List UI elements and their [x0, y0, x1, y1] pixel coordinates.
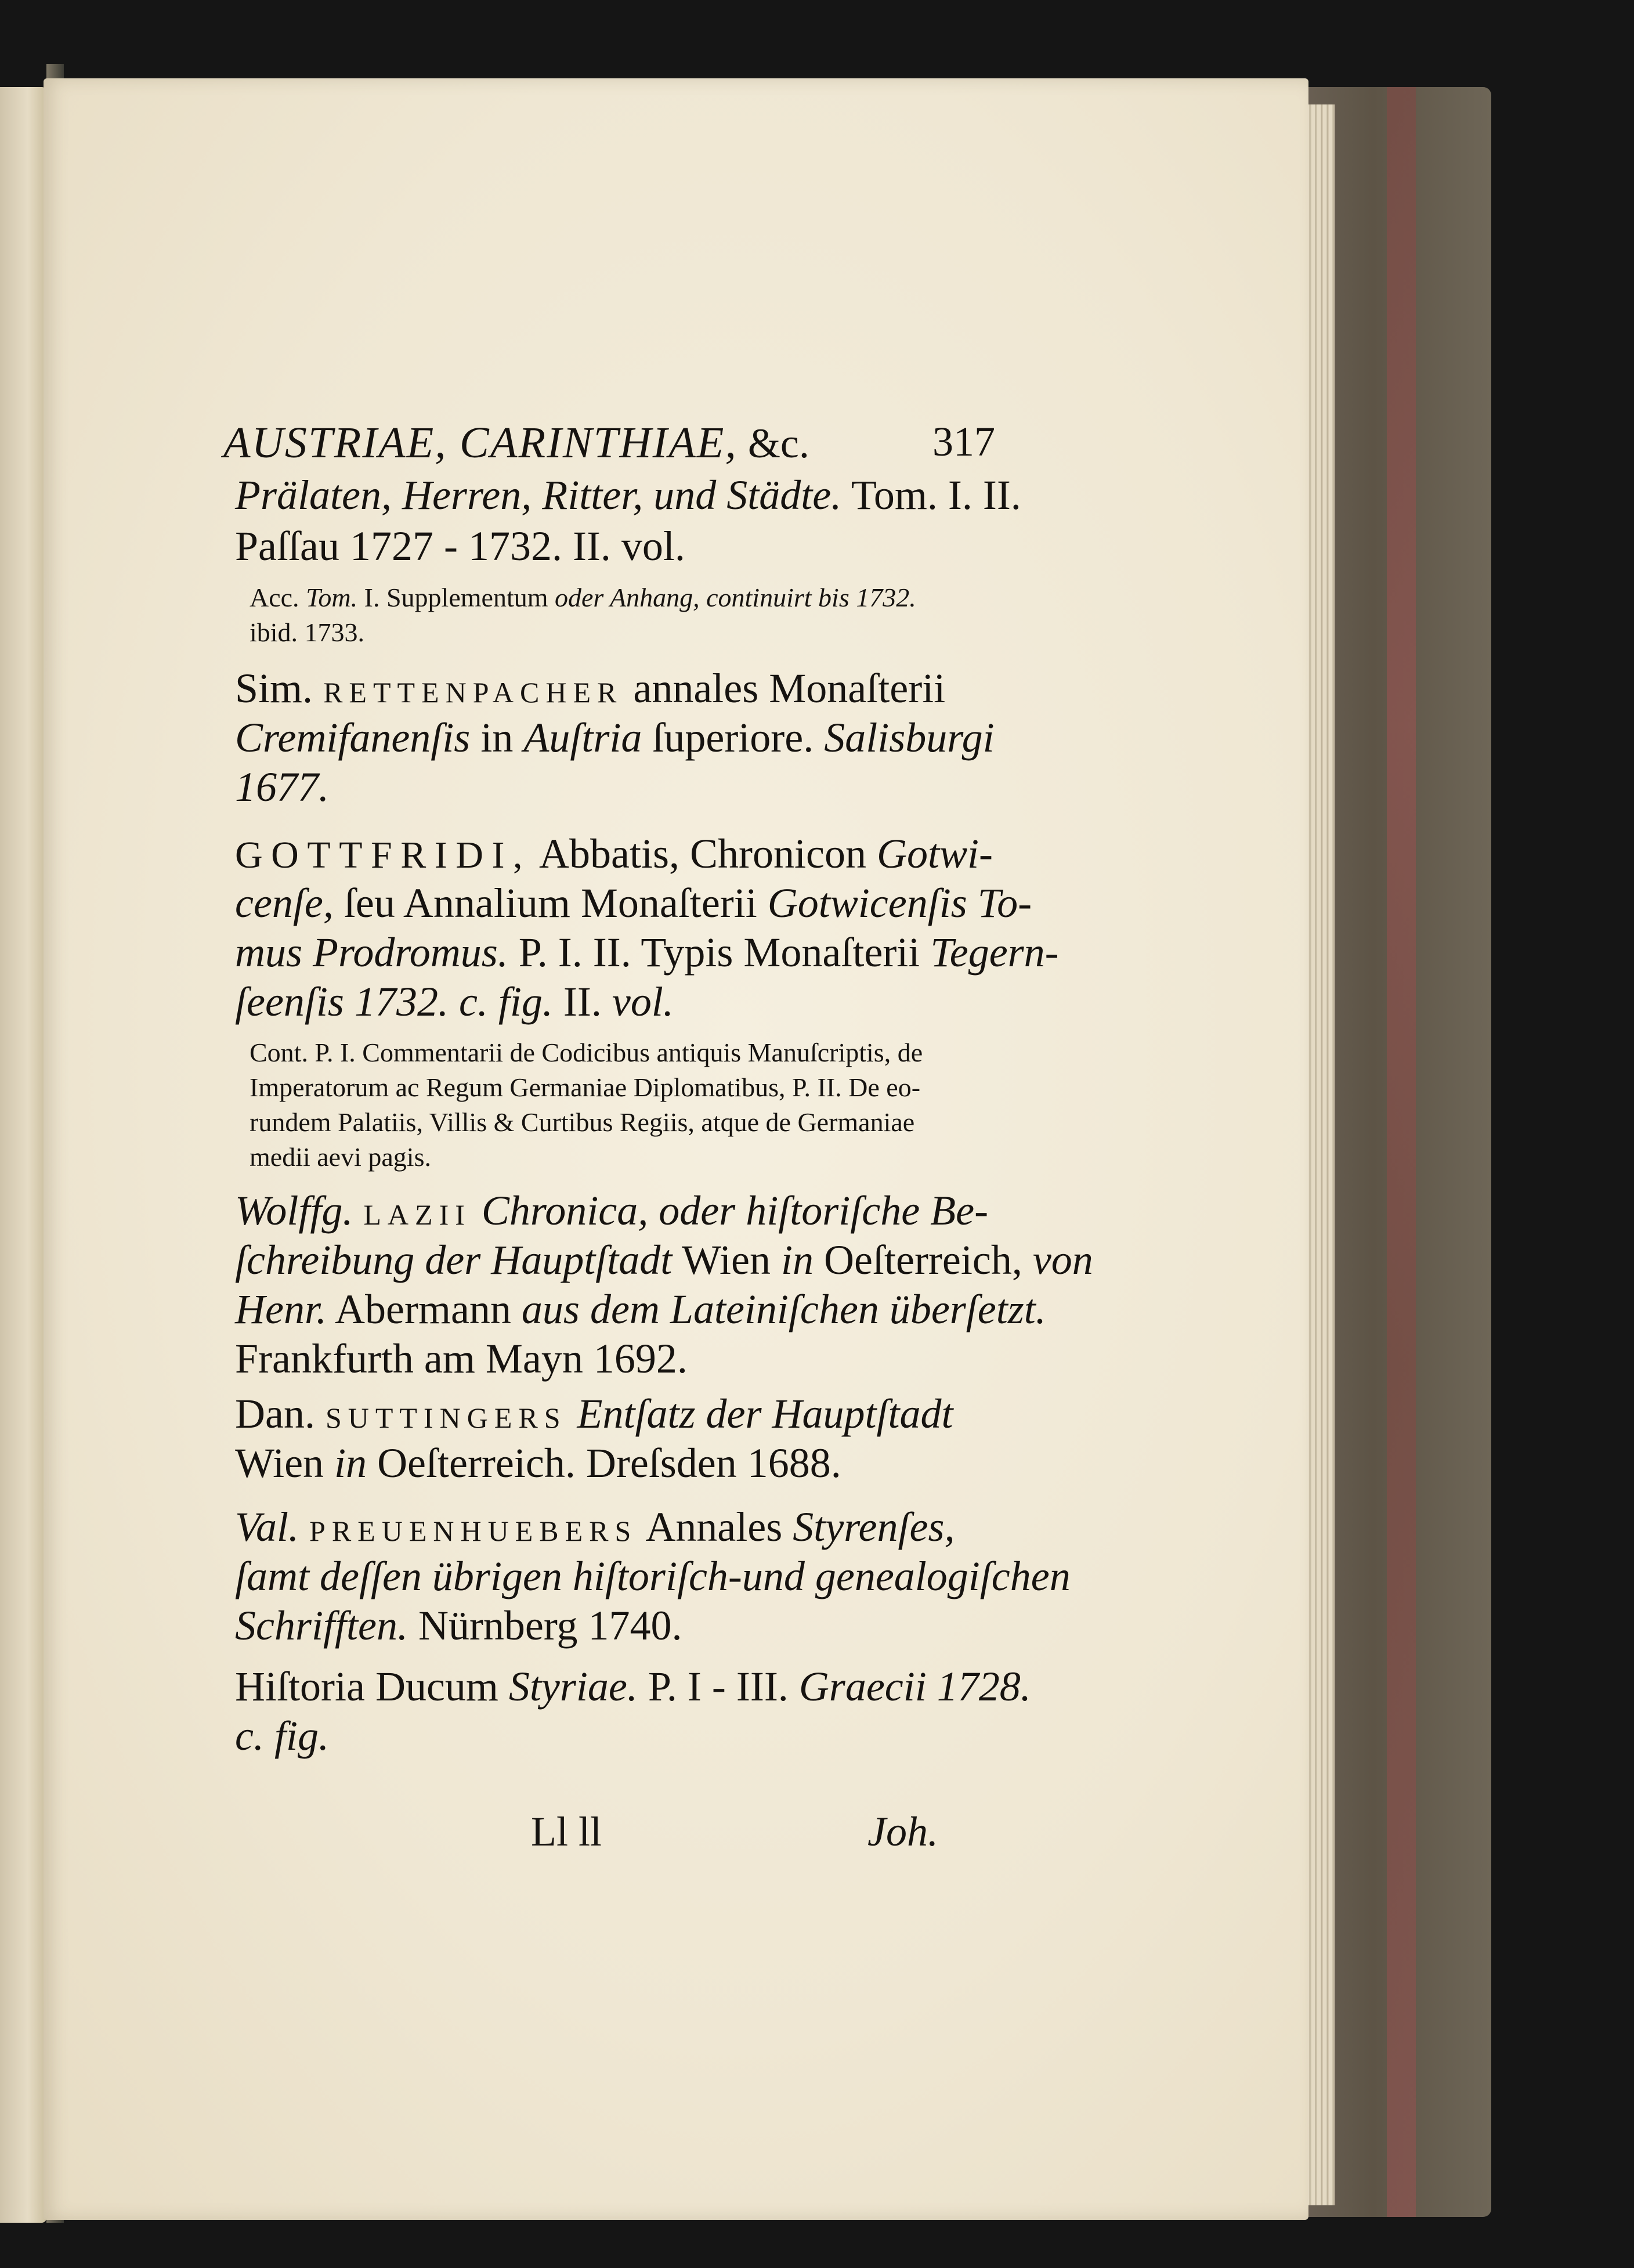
author-name: SUTTINGERS — [325, 1402, 567, 1434]
text-line: Schrifften. Nürnberg 1740. — [235, 1602, 682, 1649]
running-head — [223, 418, 995, 467]
note-line: Imperatorum ac Regum Germaniae Diplomatibus, P. II. De eo- — [250, 1072, 921, 1102]
text-line: c. fig. — [235, 1713, 329, 1759]
note-line: rundem Palatiis, Villis & Curtibus Regiis, atque de Germaniae — [250, 1107, 915, 1137]
text-line: Paſſau 1727 - 1732. II. vol. — [235, 523, 685, 569]
text-line: Sim. RETTENPACHER annales Monaſterii — [235, 665, 946, 712]
text-line: Dan. SUTTINGERS Entſatz der Hauptſtadt — [235, 1391, 953, 1437]
text-line: ſchreibung der Hauptſtadt Wien in Oeſterreich, von — [235, 1237, 1093, 1283]
note-line: medii aevi pagis. — [250, 1142, 431, 1172]
text-line: Frankfurth am Mayn 1692. — [235, 1335, 688, 1382]
text-line: ſamt deſſen übrigen hiſtoriſch-und genealogiſchen — [235, 1553, 1071, 1599]
note-line: Cont. P. I. Commentarii de Codicibus antiquis Manuſcriptis, de — [250, 1038, 923, 1067]
author-name: RETTENPACHER — [323, 676, 623, 709]
text-line: Prälaten, Herren, Ritter, und Städte. Tom. I. II. — [235, 472, 1021, 518]
running-head-etc: &c. — [747, 420, 809, 467]
text-line: mus Prodromus. P. I. II. Typis Monaſterii Tegern- — [235, 929, 1059, 976]
text-line: GOTTFRIDI, Abbatis, Chronicon Gotwi- — [235, 830, 993, 877]
text-line: 1677. — [235, 764, 329, 810]
text-line: Val. PREUENHUEBERS Annales Styrenſes, — [235, 1504, 955, 1550]
left-page-edge — [0, 87, 46, 2223]
text-line: Wolffg. LAZII Chronica, oder hiſtoriſche Be- — [235, 1187, 989, 1234]
author-name: GOTTFRIDI, — [235, 834, 532, 876]
note-line: ibid. 1733. — [250, 617, 365, 647]
author-name: LAZII — [363, 1198, 471, 1231]
signature-mark: Ll ll — [531, 1808, 602, 1855]
catchword: Joh. — [867, 1808, 938, 1855]
text-line: Wien in Oeſterreich. Dreſsden 1688. — [235, 1440, 841, 1486]
book-page — [44, 78, 1308, 2220]
text-line: ſeenſis 1732. c. fig. II. vol. — [235, 978, 674, 1025]
running-head-title: AUSTRIAE, CARINTHIAE, — [223, 418, 738, 467]
text-line: Hiſtoria Ducum Styriae. P. I - III. Graecii 1728. — [235, 1663, 1031, 1710]
text-line: Henr. Abermann aus dem Lateiniſchen überſetzt. — [235, 1286, 1046, 1332]
note-line: Acc. Tom. I. Supplementum oder Anhang, continuirt bis 1732. — [250, 583, 916, 612]
marbled-edge — [1387, 87, 1416, 2217]
text-line: cenſe, ſeu Annalium Monaſterii Gotwicenſis To- — [235, 880, 1032, 926]
page-number: 317 — [932, 418, 995, 465]
author-name: PREUENHUEBERS — [309, 1515, 638, 1547]
text-line: Cremifanenſis in Auſtria ſuperiore. Salisburgi — [235, 714, 995, 761]
